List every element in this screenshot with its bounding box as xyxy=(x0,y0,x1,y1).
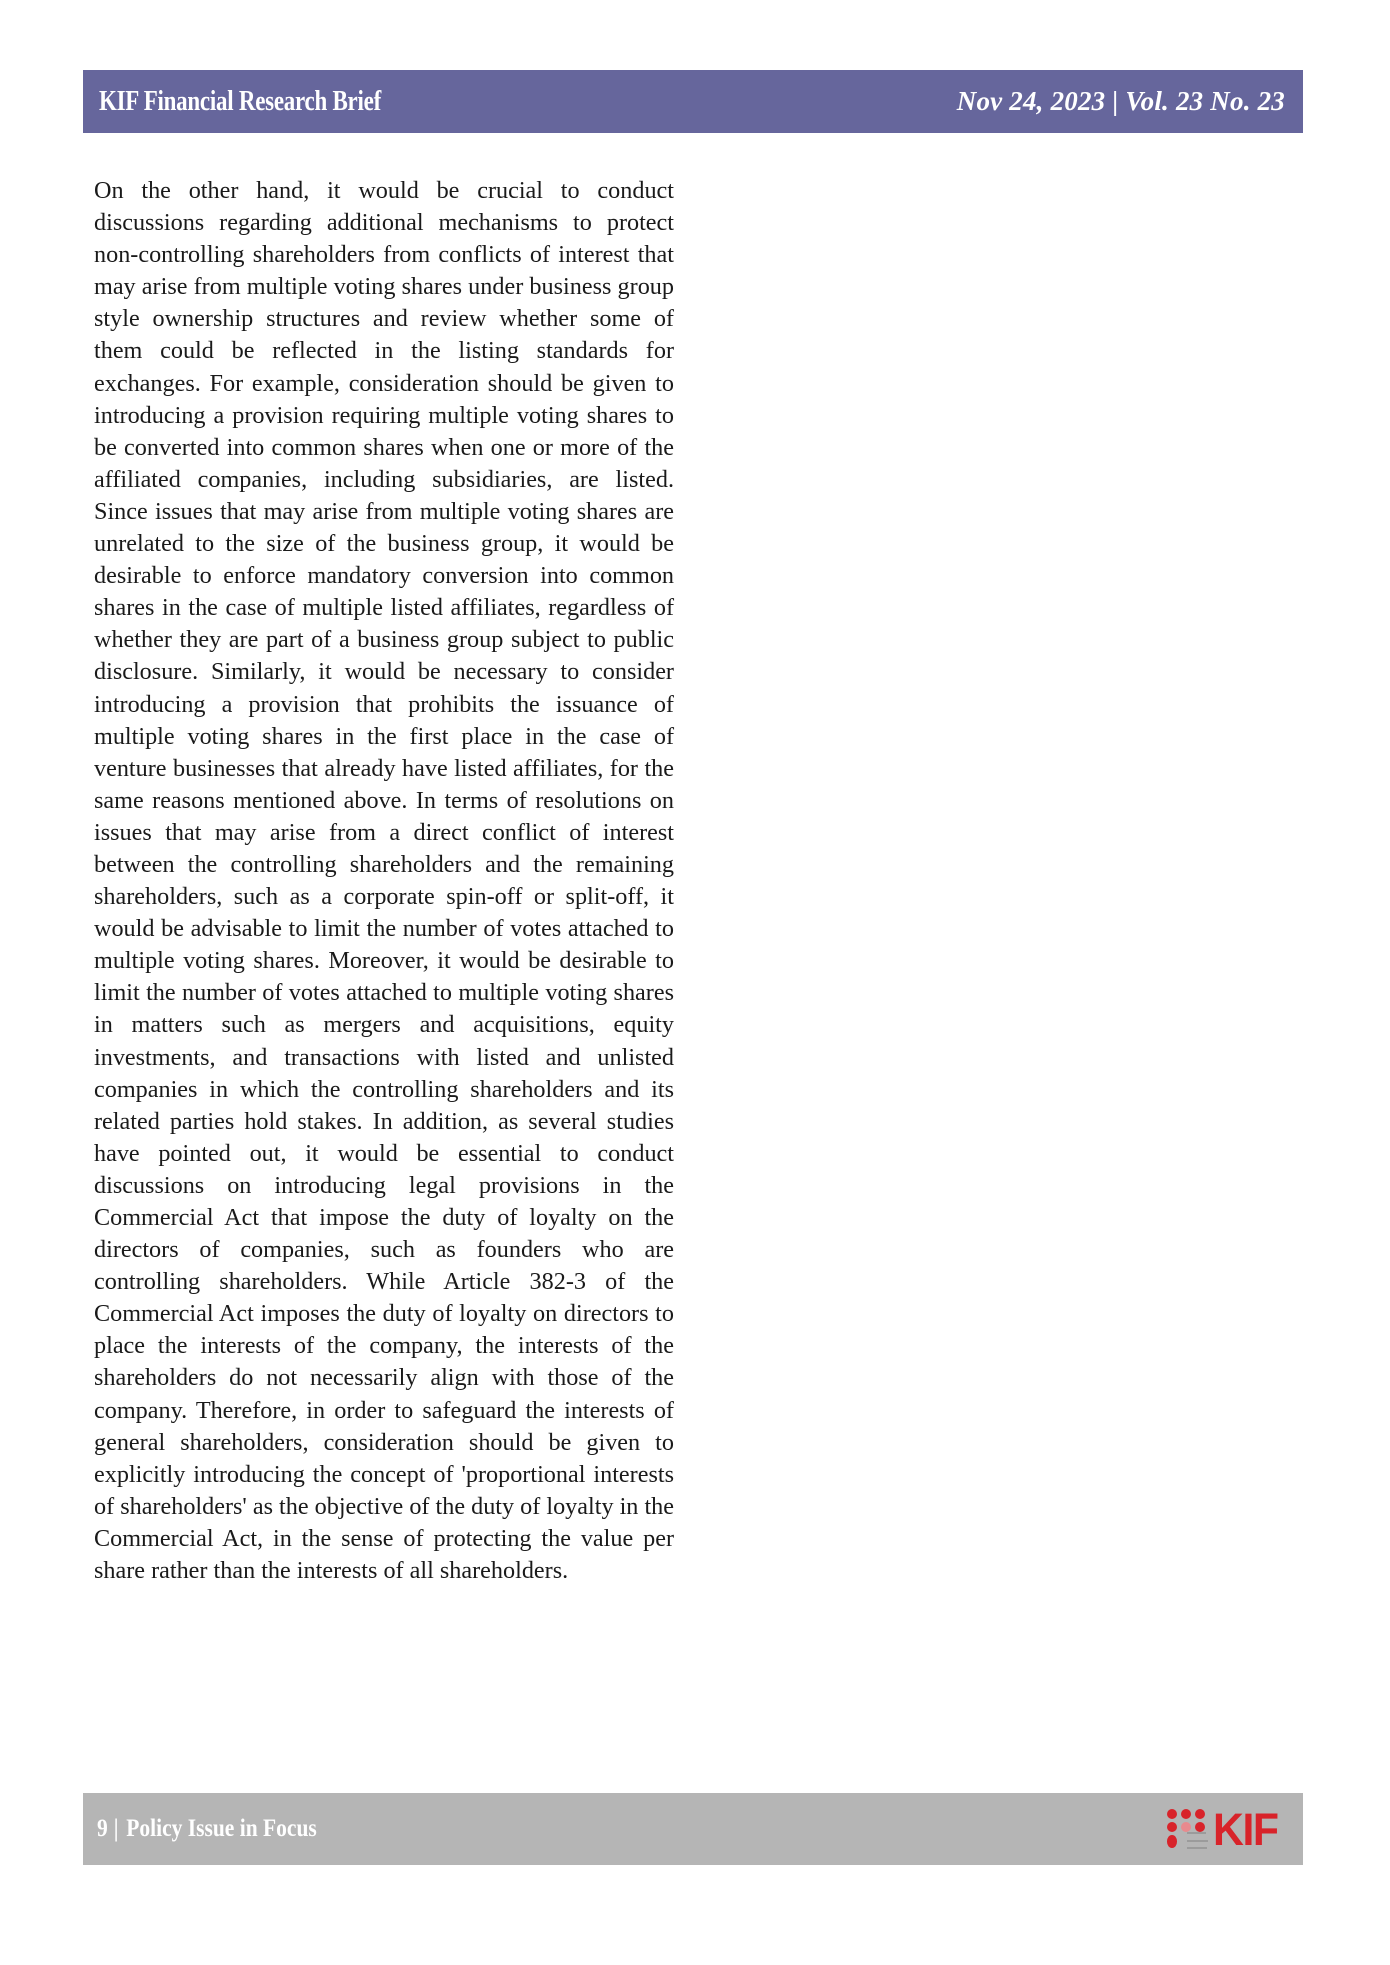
body-paragraph: On the other hand, it would be crucial to conduct discussions regarding additional mechanisms to protect non-controlling shareholders from conflicts of interest that may arise from multiple voting shares under business group style ownership structures and review whether some of them could be reflected in the listing standards for exchanges. For example, consideration should be given to introducing a provision requiring multiple voting shares to be converted into common shares when one or more of the affiliated companies, including subsidiaries, are listed. Since issues that may arise from multiple voting shares are unrelated to the size of the business group, it would be desirable to enforce mandatory conversion into common shares in the case of multiple listed affiliates, regardless of whether they are part of a business group subject to public disclosure. Similarly, it would be necessary to consider introducing a provision that prohibits the issuance of multiple voting shares in the first place in the case of venture businesses that already have listed affiliates, for the same reasons mentioned above. In terms of resolutions on issues that may arise from a direct conflict of interest between the controlling shareholders and the remaining shareholders, such as a corporate spin-off or split-off, it would be advisable to limit the number of votes attached to multiple voting shares. Moreover, it would be desirable to limit the number of votes attached to multiple voting shares in matters such as mergers and acquisitions, equity investments, and transactions with listed and unlisted companies in which the controlling shareholders and its related parties hold stakes. In addition, as several studies have pointed out, it would be essential to conduct discussions on introducing legal provisions in the Commercial Act that impose the duty of loyalty on the directors of companies, such as founders who are controlling shareholders. While Article 382-3 of the Commercial Act imposes the duty of loyalty on directors to place the interests of the company, the interests of the shareholders do not necessarily align with those of the company. Therefore, in order to safeguard the interests of general shareholders, consideration should be given to explicitly introducing the concept of 'proportional interests of shareholders' as the objective of the duty of loyalty in the Commercial Act, in the sense of protecting the value per share rather than the interests of all shareholders. xyxy=(94,177,674,1585)
kif-logo xyxy=(1167,1803,1281,1855)
page-number: 9 xyxy=(97,1815,108,1842)
footer-section-title: Policy Issue in Focus xyxy=(126,1815,317,1842)
publication-title: KIF Financial Research Brief xyxy=(99,85,381,117)
kif-wordmark: KIF xyxy=(1213,1803,1278,1855)
page-footer-bar xyxy=(83,1793,1303,1865)
kif-dot-matrix-icon xyxy=(1167,1807,1207,1851)
kif-korean-microtext xyxy=(1187,1832,1208,1849)
body-text-column xyxy=(94,175,674,1587)
page-header-bar xyxy=(83,70,1303,133)
footer-label-group xyxy=(97,1815,317,1843)
footer-divider: | xyxy=(113,1815,119,1842)
issue-date-volume: Nov 24, 2023 | Vol. 23 No. 23 xyxy=(956,86,1285,116)
